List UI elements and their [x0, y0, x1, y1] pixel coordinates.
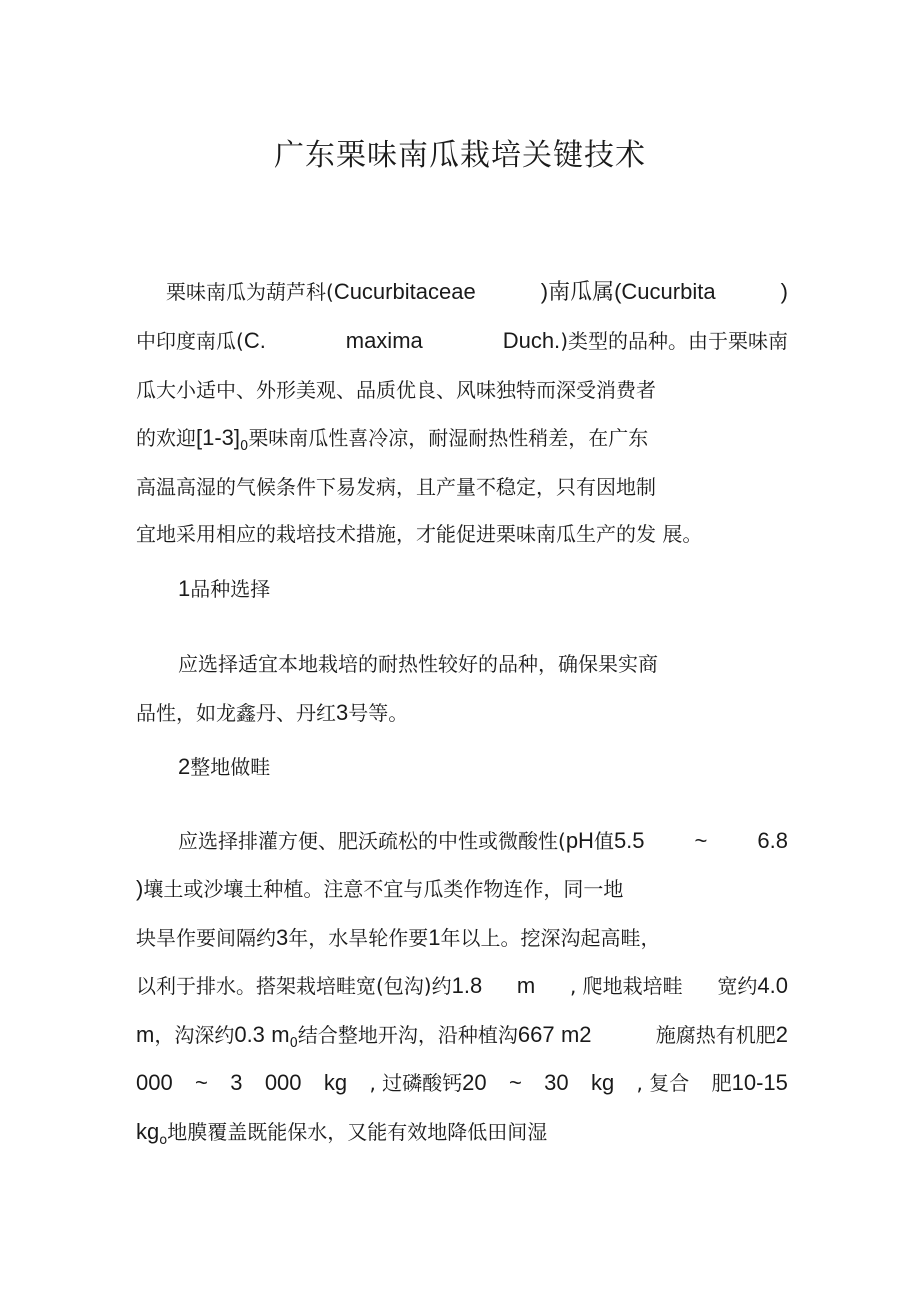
text-segment	[136, 327, 266, 355]
latin-name: maxima	[345, 328, 423, 353]
text: 块旱作要间隔约	[136, 926, 276, 950]
text-segment	[541, 278, 716, 306]
section-title: 品种选择	[190, 577, 271, 601]
text: 栗味南瓜性喜冷凉，耐湿耐热性稍差，在广东	[248, 426, 649, 450]
text-segment	[503, 327, 788, 355]
section-2-line-1	[178, 827, 788, 855]
citation: [1-3]	[196, 425, 241, 450]
unit: m	[271, 1022, 290, 1047]
text: ，沟深约	[154, 1023, 235, 1047]
text-segment	[136, 972, 482, 1000]
text: 年，水旱轮作要	[288, 926, 429, 950]
unit: kg	[590, 1070, 615, 1095]
section-1-heading	[178, 575, 270, 603]
tilde: ~	[694, 828, 708, 853]
text: )南瓜属(	[540, 279, 622, 304]
document-title: 广东栗味南瓜栽培关键技术	[274, 138, 646, 173]
section-2-line-3	[136, 924, 661, 952]
section-2-heading	[178, 753, 270, 781]
number: 0.3	[234, 1022, 265, 1047]
tilde: ~	[195, 1070, 208, 1095]
text: 0	[240, 439, 249, 454]
section-2-line-6	[136, 1069, 788, 1097]
text: 0	[289, 1036, 298, 1051]
text-segment	[712, 1069, 788, 1097]
text-segment	[717, 972, 788, 1000]
text: , 爬地栽培畦	[569, 974, 683, 998]
latin-name: Duch.	[502, 328, 561, 353]
text-segment	[166, 278, 476, 306]
intro-line-4	[136, 424, 648, 461]
section-1-line-2	[136, 699, 408, 727]
text: pH	[565, 828, 594, 853]
number: 20	[462, 1070, 487, 1095]
text: 地膜覆盖既能保水，又能有效地降低田间湿	[167, 1120, 548, 1144]
text: , 复合	[636, 1071, 690, 1095]
text: 壤土或沙壤土种植。注意不宜与瓜类作物连作，同一地	[143, 877, 624, 901]
section-number: 1	[178, 576, 191, 601]
text: 应选择排灌方便、肥沃疏松的中性或微酸性(	[178, 829, 566, 853]
text: )	[780, 279, 788, 304]
text-segment	[656, 1021, 788, 1058]
number: 2	[775, 1022, 788, 1047]
text: )	[136, 876, 144, 901]
text: )类型的品种。由于栗味南	[560, 329, 788, 353]
text: 年以上。挖深沟起高畦，	[440, 926, 661, 950]
section-2-line-2	[136, 875, 623, 903]
section-title: 整地做畦	[190, 755, 271, 779]
text: 结合整地开沟，沿种植沟	[297, 1023, 518, 1047]
intro-line-2	[136, 327, 788, 355]
text: 中印度南瓜(	[136, 329, 244, 353]
tilde: ~	[508, 1070, 522, 1095]
number: 3	[336, 700, 349, 725]
number: 10-15	[731, 1070, 788, 1095]
number: 4.0	[757, 973, 788, 998]
number: 3	[230, 1070, 243, 1095]
text: , 过磷酸钙	[369, 1071, 463, 1095]
number: 6.8	[757, 828, 788, 853]
text-segment	[136, 1021, 592, 1058]
text: 值	[593, 829, 614, 853]
section-2-line-7	[136, 1118, 547, 1155]
unit: kg	[136, 1119, 160, 1144]
number: 30	[544, 1070, 569, 1095]
intro-line-1	[166, 278, 788, 306]
unit: m2	[560, 1022, 592, 1047]
text: 栗味南瓜为葫芦科(	[166, 280, 334, 304]
latin-name: Cucurbitaceae	[333, 279, 476, 304]
section-2-line-4	[136, 972, 788, 1000]
number: 667	[517, 1022, 555, 1047]
section-1-line-1: 应选择适宜本地栽培的耐热性较好的品种，确保果实商	[178, 652, 658, 676]
intro-line-3: 瓜大小适中、外形美观、品质优良、风味独特而深受消费者	[136, 378, 656, 402]
intro-line-6: 宜地采用相应的栽培技术措施，才能促进栗味南瓜生产的发 展。	[136, 522, 703, 546]
text: o	[159, 1133, 168, 1148]
latin-name: C.	[243, 328, 266, 353]
unit: m	[136, 1022, 155, 1047]
number: 1	[428, 925, 441, 950]
text: 施腐热有机肥	[655, 1023, 776, 1047]
intro-line-5: 高温高湿的气候条件下易发病，且产量不稳定，只有因地制	[136, 475, 656, 499]
number: 5.5	[613, 828, 645, 853]
number: 000	[264, 1070, 302, 1095]
text: 宽约	[717, 974, 758, 998]
number: 000	[136, 1070, 173, 1095]
text-segment	[178, 827, 645, 855]
unit: kg	[323, 1070, 348, 1095]
text: 品性，如龙鑫丹、丹红	[136, 701, 336, 725]
latin-name: Cucurbita	[621, 279, 716, 304]
text: 肥	[711, 1071, 732, 1095]
text: 的欢迎	[136, 426, 196, 450]
unit: m	[516, 973, 536, 998]
section-2-line-5	[136, 1021, 788, 1058]
text: 以利于排水。搭架栽培畦宽(包沟)约	[136, 974, 452, 998]
number: 3	[276, 925, 289, 950]
section-number: 2	[178, 754, 191, 779]
text: 号等。	[348, 701, 409, 725]
text-segment	[369, 1069, 486, 1097]
number: 1.8	[451, 973, 483, 998]
